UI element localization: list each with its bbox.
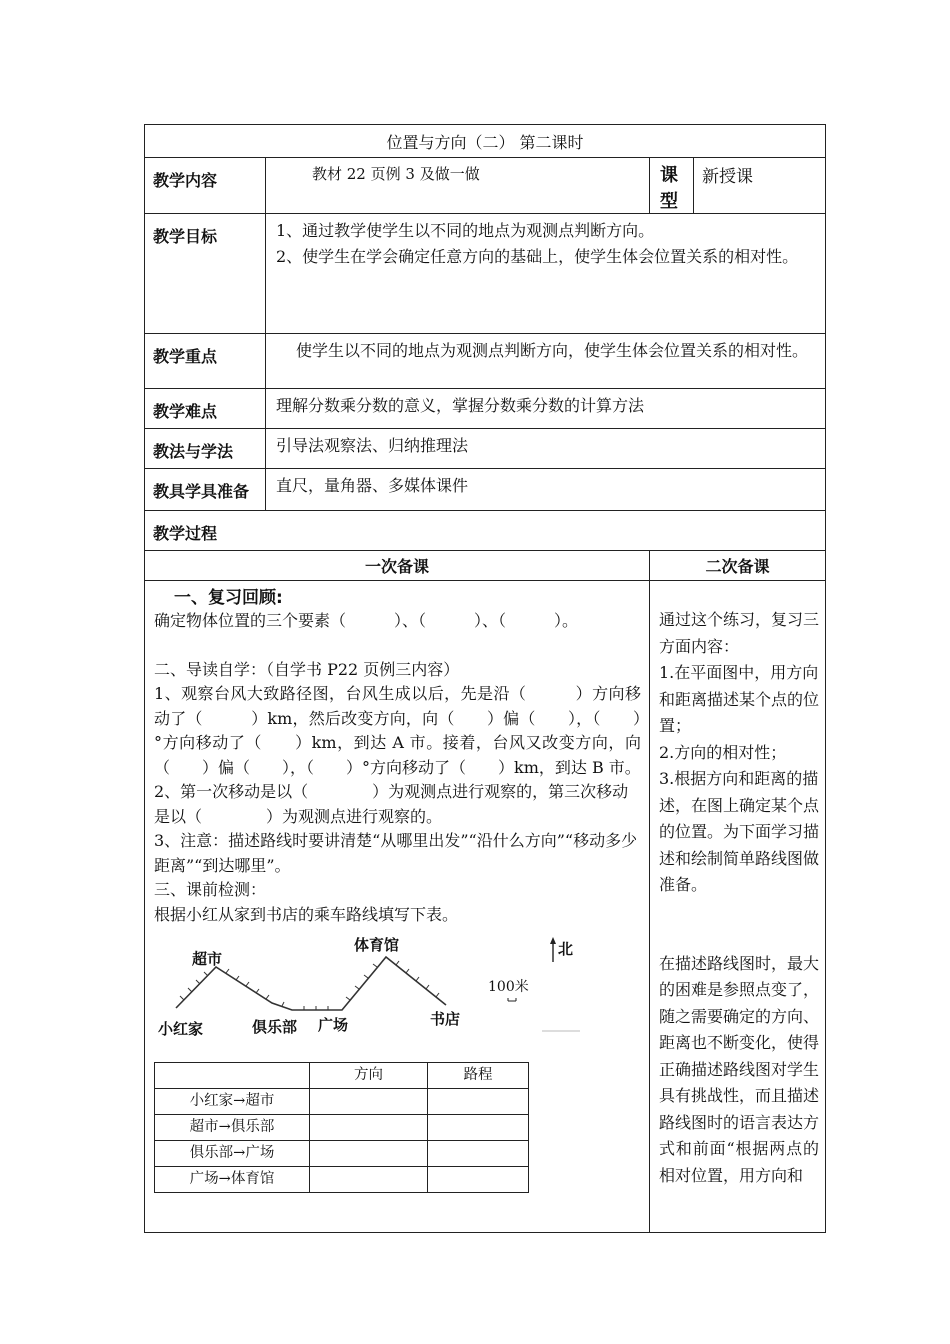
route-segment: 广场→体育馆	[155, 1167, 310, 1193]
table-row	[155, 1167, 529, 1193]
map-label-square: 广场	[318, 1016, 349, 1034]
tools-text: 直尺，量角器、多媒体课件	[266, 469, 826, 511]
note-intro: 通过这个练习，复习三方面内容：	[659, 610, 820, 656]
route-distance-input[interactable]	[428, 1167, 529, 1193]
map-label-bookstore: 书店	[430, 1010, 461, 1028]
table-row	[155, 1141, 529, 1167]
label-difficulty: 教学难点	[145, 389, 266, 429]
table-row	[155, 1115, 529, 1141]
map-label-home: 小红家	[158, 1020, 204, 1038]
check-text: 根据小红从家到书店的乘车路线填写下表。	[154, 904, 459, 924]
label-content: 教学内容	[145, 158, 266, 214]
second-prep-content	[650, 581, 826, 1233]
route-header-distance: 路程	[428, 1063, 529, 1089]
goal-line-1: 1、通过教学使学生以不同的地点为观测点判断方向。	[276, 221, 655, 240]
north-label: 北	[558, 940, 574, 958]
goal-text	[266, 214, 826, 334]
note-point-2: 2.方向的相对性；	[659, 742, 787, 762]
table-row	[155, 1089, 529, 1115]
route-distance-input[interactable]	[428, 1115, 529, 1141]
check-heading: 三、课前检测：	[154, 880, 267, 899]
note-difficulty: 在描述路线图时，最大的困难是参照点变了，随之需要确定的方向、距离也不断变化，使得正确描述路线图对学生具有挑战性，而且描述路线图时的语言表达方式和前面“根据两点的相对位置，用方向和	[659, 953, 820, 1185]
guide-item-1: 1、观察台风大致路径图，台风生成以后，先是沿（ ）方向移动了（ ）km，然后改变方向，向（ ）偏（ ），（ ）°方向移动了（ ）km，到达 A 市。接着，台风又改变方向，向（ ）偏（ ），（ ）°方向移动了（ ）km，到达 B 市。	[154, 684, 641, 777]
content-value: 教材 22 页例 3 及做一做	[266, 158, 650, 214]
doc-title: 位置与方向（二） 第二课时	[145, 125, 826, 158]
route-header-direction: 方向	[310, 1063, 428, 1089]
note-point-3: 3.根据方向和距离的描述，在图上确定某个点的位置。为下面学习描述和绘制简单路线图做准备。	[659, 769, 820, 894]
route-header-blank	[155, 1063, 310, 1089]
route-distance-input[interactable]	[428, 1089, 529, 1115]
route-map	[154, 935, 624, 1060]
method-text: 引导法观察法、归纳推理法	[266, 429, 826, 469]
note-point-1: 1.在平面图中，用方向和距离描述某个点的位置；	[659, 663, 820, 735]
label-goal: 教学目标	[145, 214, 266, 334]
route-segment: 超市→俱乐部	[155, 1115, 310, 1141]
label-method: 教法与学法	[145, 429, 266, 469]
route-direction-input[interactable]	[310, 1141, 428, 1167]
review-heading: 一、复习回顾:	[174, 588, 283, 608]
map-label-club: 俱乐部	[252, 1018, 298, 1036]
lesson-plan-table	[144, 124, 826, 1233]
scale-label: 100米	[488, 979, 529, 995]
map-label-market: 超市	[192, 950, 223, 968]
route-distance-input[interactable]	[428, 1141, 529, 1167]
review-text: 确定物体位置的三个要素（ ）、（ ）、（ ）。	[154, 611, 579, 630]
label-type: 课型	[650, 158, 694, 214]
column-second-prep: 二次备课	[650, 551, 826, 581]
focus-text: 使学生以不同的地点为观测点判断方向，使学生体会位置关系的相对性。	[266, 334, 826, 389]
route-direction-input[interactable]	[310, 1089, 428, 1115]
goal-line-2: 2、使学生在学会确定任意方向的基础上，使学生体会位置关系的相对性。	[276, 247, 799, 266]
route-segment: 小红家→超市	[155, 1089, 310, 1115]
route-segment: 俱乐部→广场	[155, 1141, 310, 1167]
first-prep-content	[145, 581, 650, 1233]
map-label-gym: 体育馆	[354, 936, 400, 954]
guide-heading: 二、导读自学：（自学书 P22 页例三内容）	[154, 659, 460, 679]
guide-item-3: 3、注意：描述路线时要讲清楚“从哪里出发”“沿什么方向”“移动多少距离”“到达哪里”。	[154, 831, 638, 875]
guide-item-2: 2、第一次移动是以（ ）为观测点进行观察的，第三次移动是以（ ）为观测点进行观察的。	[154, 782, 629, 826]
route-direction-input[interactable]	[310, 1115, 428, 1141]
label-tools: 教具学具准备	[145, 469, 266, 511]
route-table	[154, 1062, 529, 1193]
label-focus: 教学重点	[145, 334, 266, 389]
route-direction-input[interactable]	[310, 1167, 428, 1193]
type-value: 新授课	[694, 158, 826, 214]
label-process: 教学过程	[145, 511, 826, 551]
column-first-prep: 一次备课	[145, 551, 650, 581]
difficulty-text: 理解分数乘分数的意义，掌握分数乘分数的计算方法	[266, 389, 826, 429]
